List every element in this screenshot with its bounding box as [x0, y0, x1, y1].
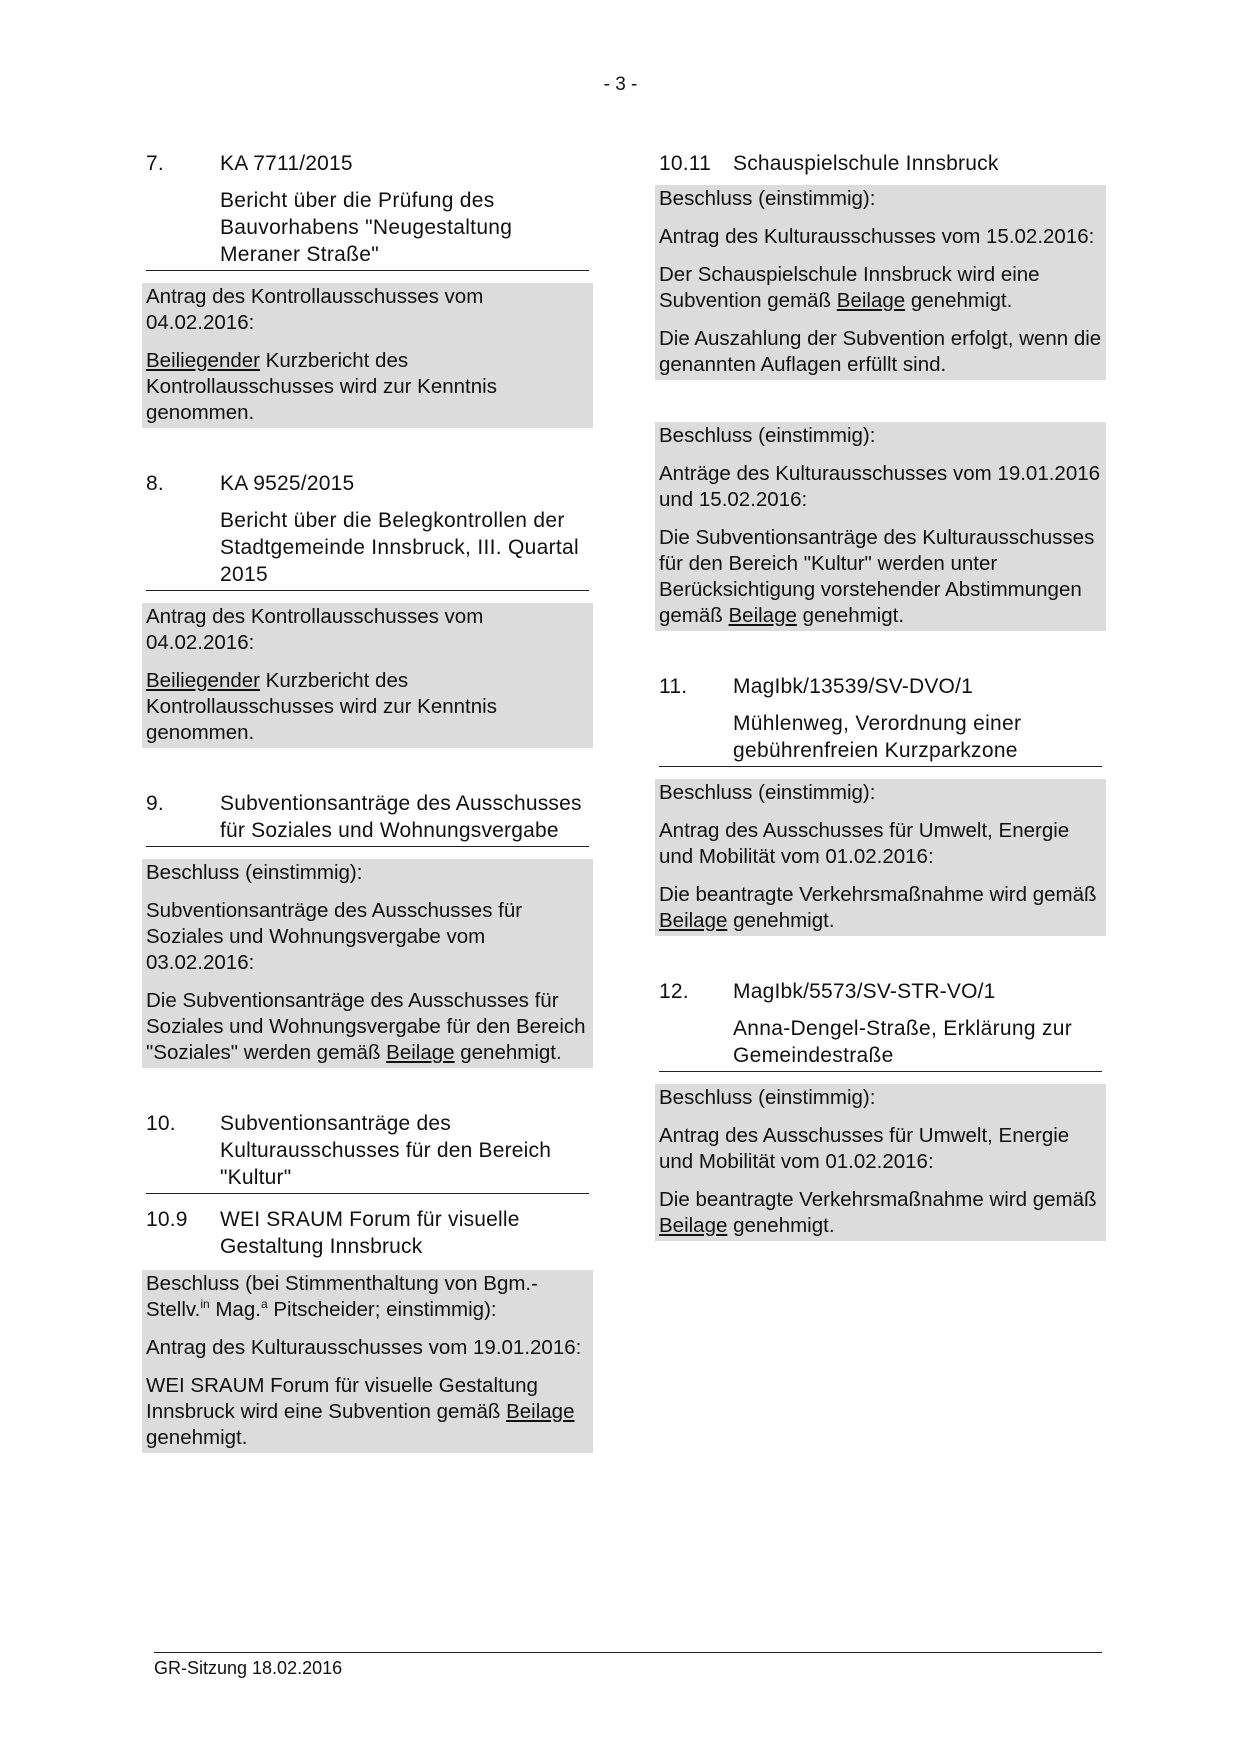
motion-text: Antrag des Kulturausschusses vom 15.02.2016: — [659, 225, 1095, 248]
motion-text: Antrag des Kulturausschusses vom 19.01.2016: — [146, 1336, 582, 1359]
attachment-link[interactable]: Beilage — [659, 909, 728, 932]
item-subject: Bericht über die Belegkontrollen der Stadtgemeinde Innsbruck, III. Quartal 2015 — [220, 509, 579, 586]
resolution-box — [655, 1084, 1106, 1241]
resolution-text: Die Subventionsanträge des Ausschusses für Soziales und Wohnungsvergabe für den Bereich "Soziales" werden gemäß Beilage genehmigt. — [146, 989, 586, 1064]
item-title: Schauspielschule Innsbruck — [733, 152, 999, 175]
footer-divider — [154, 1652, 1102, 1653]
attachment-link[interactable]: Beilage — [386, 1041, 455, 1064]
page-number: - 3 - — [603, 74, 638, 95]
resolution-box — [142, 603, 593, 748]
attachment-link[interactable]: Beilage — [836, 289, 906, 312]
decision-label: Beschluss (einstimmig): — [659, 187, 876, 210]
resolution-box — [142, 1270, 593, 1453]
kultur-summary-block — [659, 422, 1102, 631]
motion-text: Anträge des Kulturausschusses vom 19.01.2016 und 15.02.2016: — [659, 462, 1101, 511]
agenda-item-10-11 — [659, 150, 1102, 380]
agenda-item-12 — [659, 978, 1102, 1241]
attachment-link[interactable]: Beiliegender — [146, 349, 260, 372]
item-number: 12. — [659, 980, 689, 1003]
item-reference: MagIbk/13539/SV-DVO/1 — [733, 675, 973, 698]
resolution-text: WEI SRAUM Forum für visuelle Gestaltung Innsbruck wird eine Subvention gemäß Beilage genehmigt. — [146, 1374, 575, 1449]
attachment-link[interactable]: Beiliegender — [146, 669, 260, 692]
decision-label: Beschluss (einstimmig): — [659, 424, 876, 447]
right-column — [659, 150, 1102, 1283]
motion-text: Subventionsanträge des Ausschusses für Soziales und Wohnungsvergabe vom 03.02.2016: — [146, 899, 523, 974]
resolution-box — [142, 283, 593, 428]
agenda-item-10-9 — [146, 1206, 589, 1453]
item-number: 10.11 — [659, 152, 711, 175]
resolution-box — [142, 859, 593, 1068]
left-column — [146, 150, 589, 1495]
decision-label: Beschluss (einstimmig): — [659, 1086, 876, 1109]
item-subject: Mühlenweg, Verordnung einer gebührenfreien Kurzparkzone — [733, 712, 1022, 762]
item-number: 11. — [659, 675, 688, 698]
motion-text: Antrag des Ausschusses für Umwelt, Energie und Mobilität vom 01.02.2016: — [659, 819, 1070, 868]
attachment-link[interactable]: Beilage — [506, 1400, 575, 1423]
item-number: 10. — [146, 1112, 176, 1135]
resolution-box — [655, 422, 1106, 631]
attachment-link[interactable]: Beilage — [659, 1214, 728, 1237]
item-number: 7. — [146, 152, 164, 175]
item-number: 8. — [146, 472, 164, 495]
agenda-item-10 — [146, 1110, 589, 1194]
resolution-text: Der Schauspielschule Innsbruck wird eine Subvention gemäß Beilage genehmigt. — [659, 263, 1040, 312]
item-subject: Anna-Dengel-Straße, Erklärung zur Gemeindestraße — [733, 1017, 1073, 1067]
agenda-item-7 — [146, 150, 589, 428]
resolution-text: Beiliegender Kurzbericht des Kontrollausschusses wird zur Kenntnis genommen. — [146, 349, 497, 424]
item-title: WEI SRAUM Forum für visuelle Gestaltung Innsbruck — [220, 1208, 520, 1258]
item-number: 10.9 — [146, 1208, 188, 1231]
item-subject: Bericht über die Prüfung des Bauvorhabens "Neugestaltung Meraner Straße" — [220, 189, 513, 266]
resolution-note: Die Auszahlung der Subvention erfolgt, wenn die genannten Auflagen erfüllt sind. — [659, 327, 1102, 376]
resolution-box — [655, 779, 1106, 936]
item-reference: KA 9525/2015 — [220, 472, 355, 495]
item-title: Subventionsanträge des Kulturausschusses für den Bereich "Kultur" — [220, 1112, 552, 1189]
item-reference: KA 7711/2015 — [220, 152, 353, 175]
agenda-item-11 — [659, 673, 1102, 936]
resolution-text: Die Subventionsanträge des Kulturausschusses für den Bereich "Kultur" werden unter Berücksichtigung vorstehender Abstimmungen gemäß Beilage genehmigt. — [659, 526, 1095, 627]
motion-text: Antrag des Ausschusses für Umwelt, Energie und Mobilität vom 01.02.2016: — [659, 1124, 1070, 1173]
motion-text: Antrag des Kontrollausschusses vom 04.02.2016: — [146, 605, 484, 654]
resolution-text: Beiliegender Kurzbericht des Kontrollausschusses wird zur Kenntnis genommen. — [146, 669, 497, 744]
footer-text: GR-Sitzung 18.02.2016 — [154, 1658, 343, 1678]
attachment-link[interactable]: Beilage — [728, 604, 797, 627]
agenda-item-9 — [146, 790, 589, 1068]
resolution-text: Die beantragte Verkehrsmaßnahme wird gemäß Beilage genehmigt. — [659, 883, 1097, 932]
motion-text: Antrag des Kontrollausschusses vom 04.02.2016: — [146, 285, 484, 334]
item-number: 9. — [146, 792, 164, 815]
decision-label: Beschluss (bei Stimmenthaltung von Bgm.-Stellv.$^{in}$ Mag.$^a$ Pitscheider; einstimmig): — [146, 1272, 538, 1321]
item-title: Subventionsanträge des Ausschusses für Soziales und Wohnungsvergabe — [220, 792, 582, 842]
resolution-box — [655, 185, 1106, 380]
agenda-item-8 — [146, 470, 589, 748]
decision-label: Beschluss (einstimmig): — [146, 861, 363, 884]
decision-label: Beschluss (einstimmig): — [659, 781, 876, 804]
item-reference: MagIbk/5573/SV-STR-VO/1 — [733, 980, 996, 1003]
resolution-text: Die beantragte Verkehrsmaßnahme wird gemäß Beilage genehmigt. — [659, 1188, 1097, 1237]
